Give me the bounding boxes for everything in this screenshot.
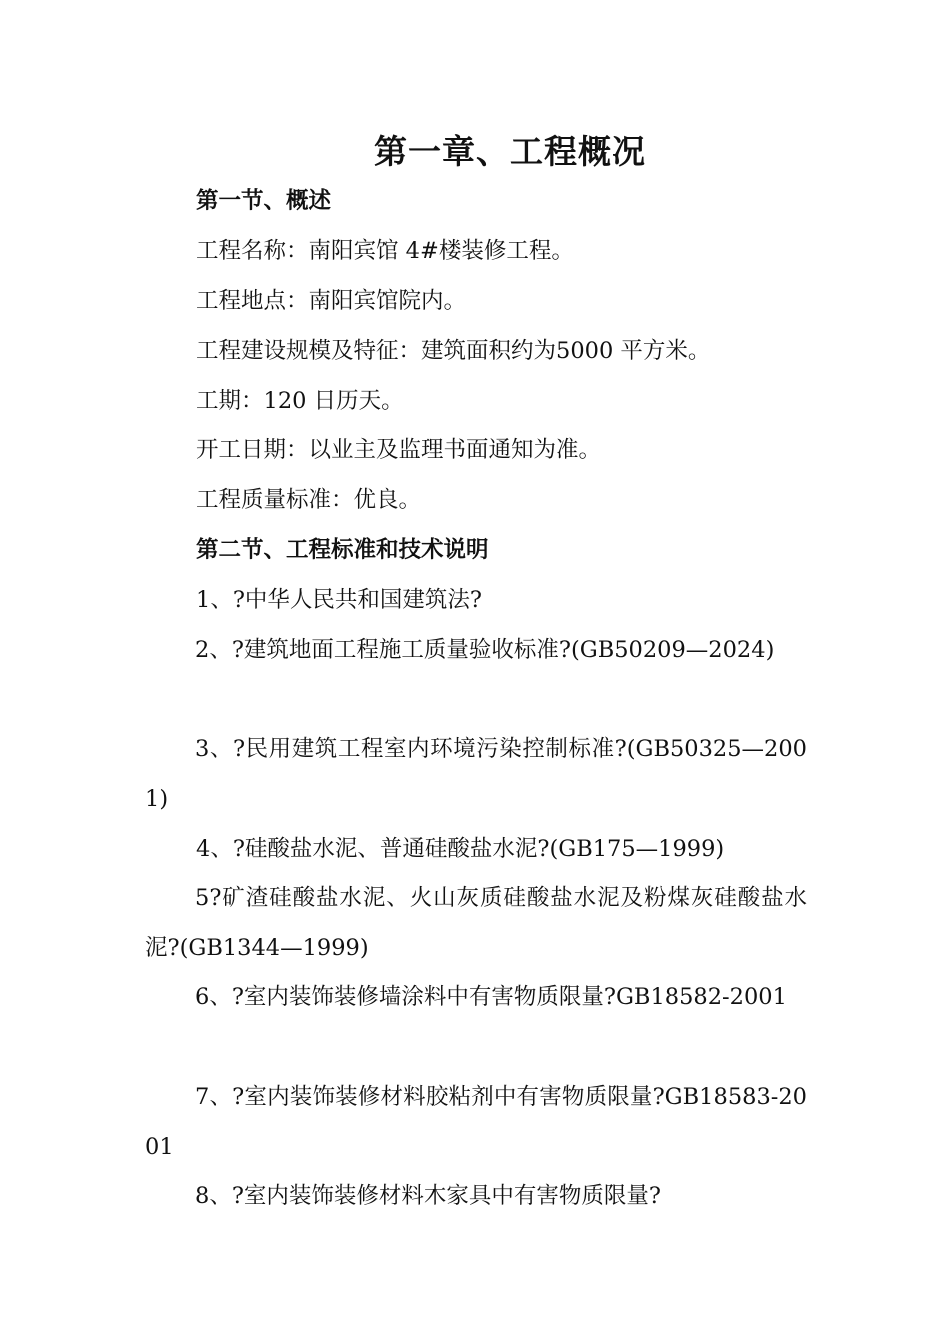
project-duration-line: 工期：120 日历天。 <box>196 388 404 414</box>
quality-standard-line: 工程质量标准：优良。 <box>196 487 422 513</box>
project-location-line: 工程地点：南阳宾馆院内。 <box>196 288 467 314</box>
project-scale-line: 工程建设规模及特征：建筑面积约为5000 平方米。 <box>196 338 711 364</box>
start-date-line: 开工日期：以业主及监理书面通知为准。 <box>196 437 602 463</box>
section-heading-overview: 第一节、概述 <box>196 188 332 214</box>
standard-item-4: 4、?硅酸盐水泥、普通硅酸盐水泥?(GB175—1999) <box>196 836 725 862</box>
section-heading-standards: 第二节、工程标准和技术说明 <box>196 537 489 563</box>
standard-item-3: 3、?民用建筑工程室内环境污染控制标准?(GB50325—2001) <box>145 736 807 812</box>
project-name-line: 工程名称：南阳宾馆 4#楼装修工程。 <box>196 238 574 264</box>
chapter-title: 第一章、工程概况 <box>374 132 646 171</box>
standard-item-7: 7、?室内装饰装修材料胶粘剂中有害物质限量?GB18583-2001 <box>145 1084 807 1160</box>
standard-item-5: 5?矿渣硅酸盐水泥、火山灰质硅酸盐水泥及粉煤灰硅酸盐水泥?(GB1344—1999) <box>145 885 807 961</box>
standard-item-1: 1、?中华人民共和国建筑法? <box>196 587 482 613</box>
standard-item-8: 8、?室内装饰装修材料木家具中有害物质限量? <box>195 1183 661 1209</box>
standard-item-2: 2、?建筑地面工程施工质量验收标准?(GB50209—2024) <box>195 637 775 663</box>
standard-item-6: 6、?室内装饰装修墙涂料中有害物质限量?GB18582-2001 <box>195 984 787 1010</box>
